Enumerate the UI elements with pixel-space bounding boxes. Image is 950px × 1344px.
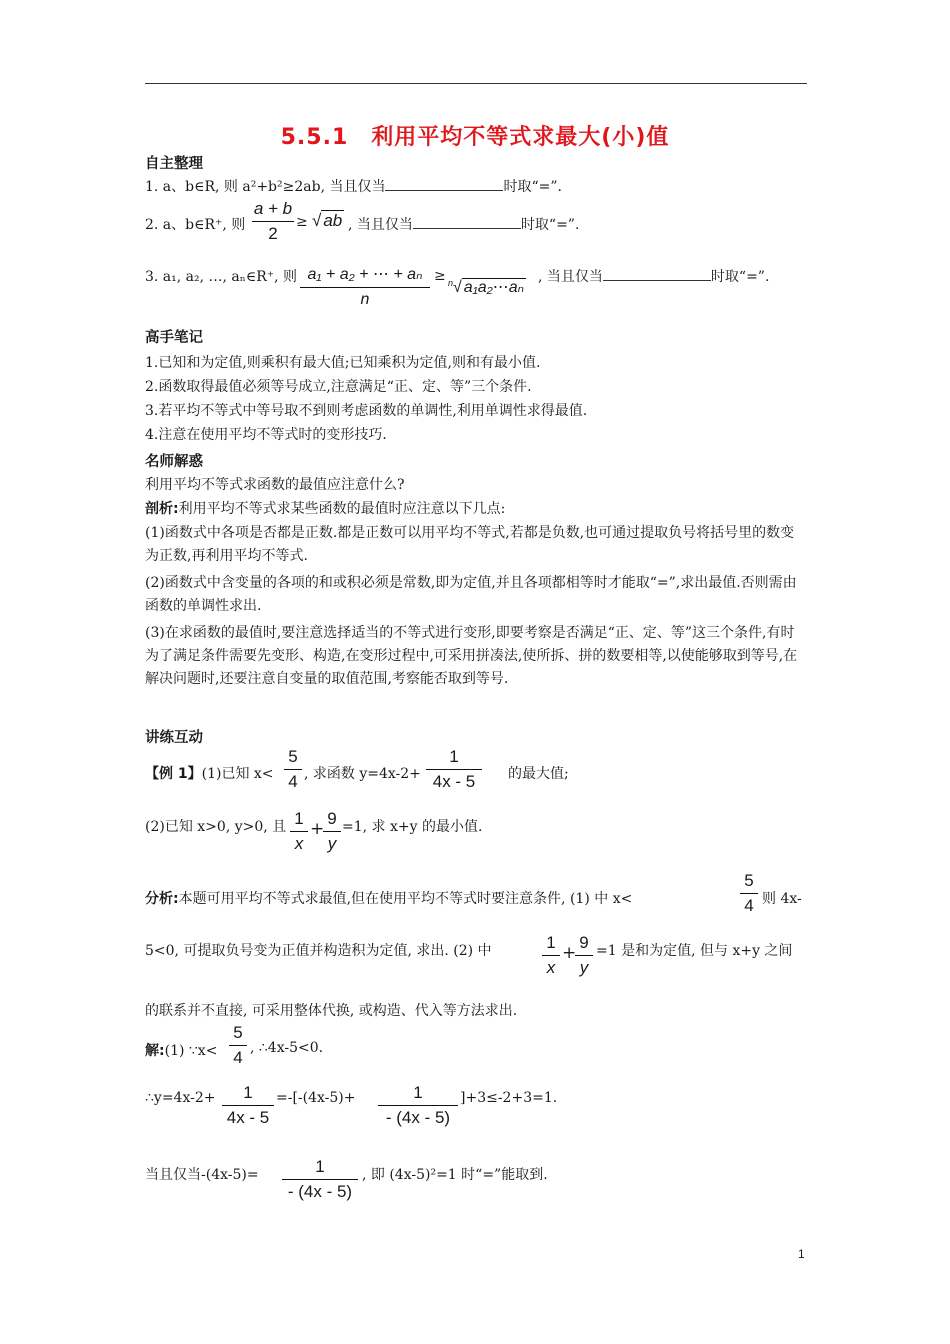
fraction-1-over-neg-4x-5: 1 - (4x - 5): [378, 1082, 458, 1129]
blank-3: [603, 266, 711, 281]
sqrt-ab: √ ab: [312, 211, 343, 230]
note-3: 3.若平均不等式中等号取不到则考虑函数的单调性,利用单调性求得最值.: [145, 403, 588, 419]
example-1-part-1-start: 【例 1】(1)已知 x<: [145, 766, 274, 782]
example-1-part-2-start: (2)已知 x>0, y>0, 且: [145, 819, 287, 835]
solution-line-2-start: ∴y=4x-2+: [145, 1090, 216, 1106]
item-3-tail: , 当且仅当 时取“=”.: [538, 266, 769, 286]
section-heading-self-study: 自主整理: [145, 156, 203, 172]
fraction-1-over-x-analysis: 1 x: [542, 932, 560, 979]
fraction-5-over-4-solution: 5 4: [229, 1022, 247, 1069]
solution-line-3-end: , 即 (4x-5)²=1 时“=”能取到.: [362, 1167, 548, 1183]
fraction-1-over-neg-4x-5-equality: 1 - (4x - 5): [282, 1156, 358, 1203]
item-1: 1. a、b∈R, 则 a²+b²≥2ab, 当且仅当 时取“=”.: [145, 176, 562, 196]
example-1-part-1-end: 的最大值;: [508, 766, 569, 782]
section-heading-expert-notes: 高手笔记: [145, 330, 203, 346]
note-1: 1.已知和为定值,则乘积有最大值;已知乘积为定值,则和有最小值.: [145, 355, 541, 371]
section-heading-teacher-qa: 名师解惑: [145, 454, 203, 470]
analysis-line-2: 5<0, 可提取负号变为正值并构造积为定值, 求出. (2) 中: [145, 943, 492, 959]
note-4: 4.注意在使用平均不等式时的变形技巧.: [145, 427, 387, 443]
fraction-5-over-4: 5 4: [284, 746, 302, 793]
ge-sign-3: ≥: [434, 268, 446, 284]
fraction-1-over-x: 1 x: [290, 808, 308, 855]
note-2: 2.函数取得最值必须等号成立,注意满足“正、定、等”三个条件.: [145, 379, 532, 395]
plus-sign-analysis: +: [562, 943, 577, 963]
solution-line-2-mid: =-[-(4x-5)+: [276, 1090, 356, 1106]
item-2-prefix: 2. a、b∈R⁺, 则: [145, 217, 246, 233]
page-number: 1: [798, 1247, 805, 1261]
item-3-prefix: 3. a₁, a₂, …, aₙ∈R⁺, 则: [145, 269, 298, 285]
solution-line-1: 解:(1) ∵x<: [145, 1043, 218, 1059]
solution-line-1-end: , ∴4x-5<0.: [250, 1040, 324, 1056]
blank-1: [385, 176, 503, 191]
solution-line-3-start: 当且仅当-(4x-5)=: [145, 1167, 259, 1183]
fraction-9-over-y-analysis: 9 y: [575, 932, 593, 979]
analysis-line: 剖析:利用平均不等式求某些函数的最值时应注意以下几点:: [145, 501, 506, 517]
page-title: 5.5.1 利用平均不等式求最大(小)值: [280, 125, 670, 150]
fraction-1-over-4x-5: 1 4x - 5: [426, 746, 482, 793]
ge-sign-2: ≥: [296, 214, 308, 230]
header-rule: [145, 83, 807, 84]
paragraph-1: (1)函数式中各项是否都是正数.都是正数可以用平均不等式,若都是负数,也可通过提取负号将括号里的数变为正数,再利用平均不等式.: [145, 525, 795, 564]
item-2-tail: , 当且仅当 时取“=”.: [348, 214, 579, 234]
section-heading-practice: 讲练互动: [145, 730, 203, 746]
fraction-5-over-4-analysis: 5 4: [740, 870, 758, 917]
analysis-line-2-end: =1 是和为定值, 但与 x+y 之间: [596, 943, 793, 959]
example-1-part-2-end: =1, 求 x+y 的最小值.: [342, 819, 483, 835]
analysis-line-1: 分析:本题可用平均不等式求最值,但在使用平均不等式时要注意条件, (1) 中 x<: [145, 891, 633, 907]
plus-sign: +: [310, 819, 325, 839]
example-1-part-1-mid: , 求函数 y=4x-2+: [304, 766, 421, 782]
fraction-mean: a₁ + a₂ + ⋯ + aₙ n: [300, 264, 430, 311]
analysis-line-3: 的联系并不直接, 可采用整体代换, 或构造、代入等方法求出.: [145, 1003, 518, 1019]
paragraph-2: (2)函数式中含变量的各项的和或积必须是常数,即为定值,并且各项都相等时才能取“=”,求出最值.否则需由函数的单调性求出.: [145, 575, 797, 614]
fraction-1-over-4x-5-solution: 1 4x - 5: [222, 1082, 274, 1129]
blank-2: [413, 214, 521, 229]
solution-line-2-end: ]+3≤-2+3=1.: [460, 1090, 558, 1106]
paragraph-3: (3)在求函数的最值时,要注意选择适当的不等式进行变形,即要考察是否满足“正、定、等”这三个条件,有时为了满足条件需要先变形、构造,在变形过程中,可采用拼凑法,使所拆、拼的数要相等,以使能够取到等号,在解决问题时,还要注意自变量的取值范围,考察能否取到等号.: [145, 625, 798, 687]
nth-root: $^n$√ a₁a₂⋯aₙ: [448, 278, 525, 296]
qa-question: 利用平均不等式求函数的最值应注意什么?: [145, 477, 405, 493]
analysis-line-1-end: 则 4x-: [762, 891, 802, 907]
fraction-9-over-y: 9 y: [323, 808, 341, 855]
fraction-a-plus-b-over-2: a + b 2: [253, 199, 293, 243]
